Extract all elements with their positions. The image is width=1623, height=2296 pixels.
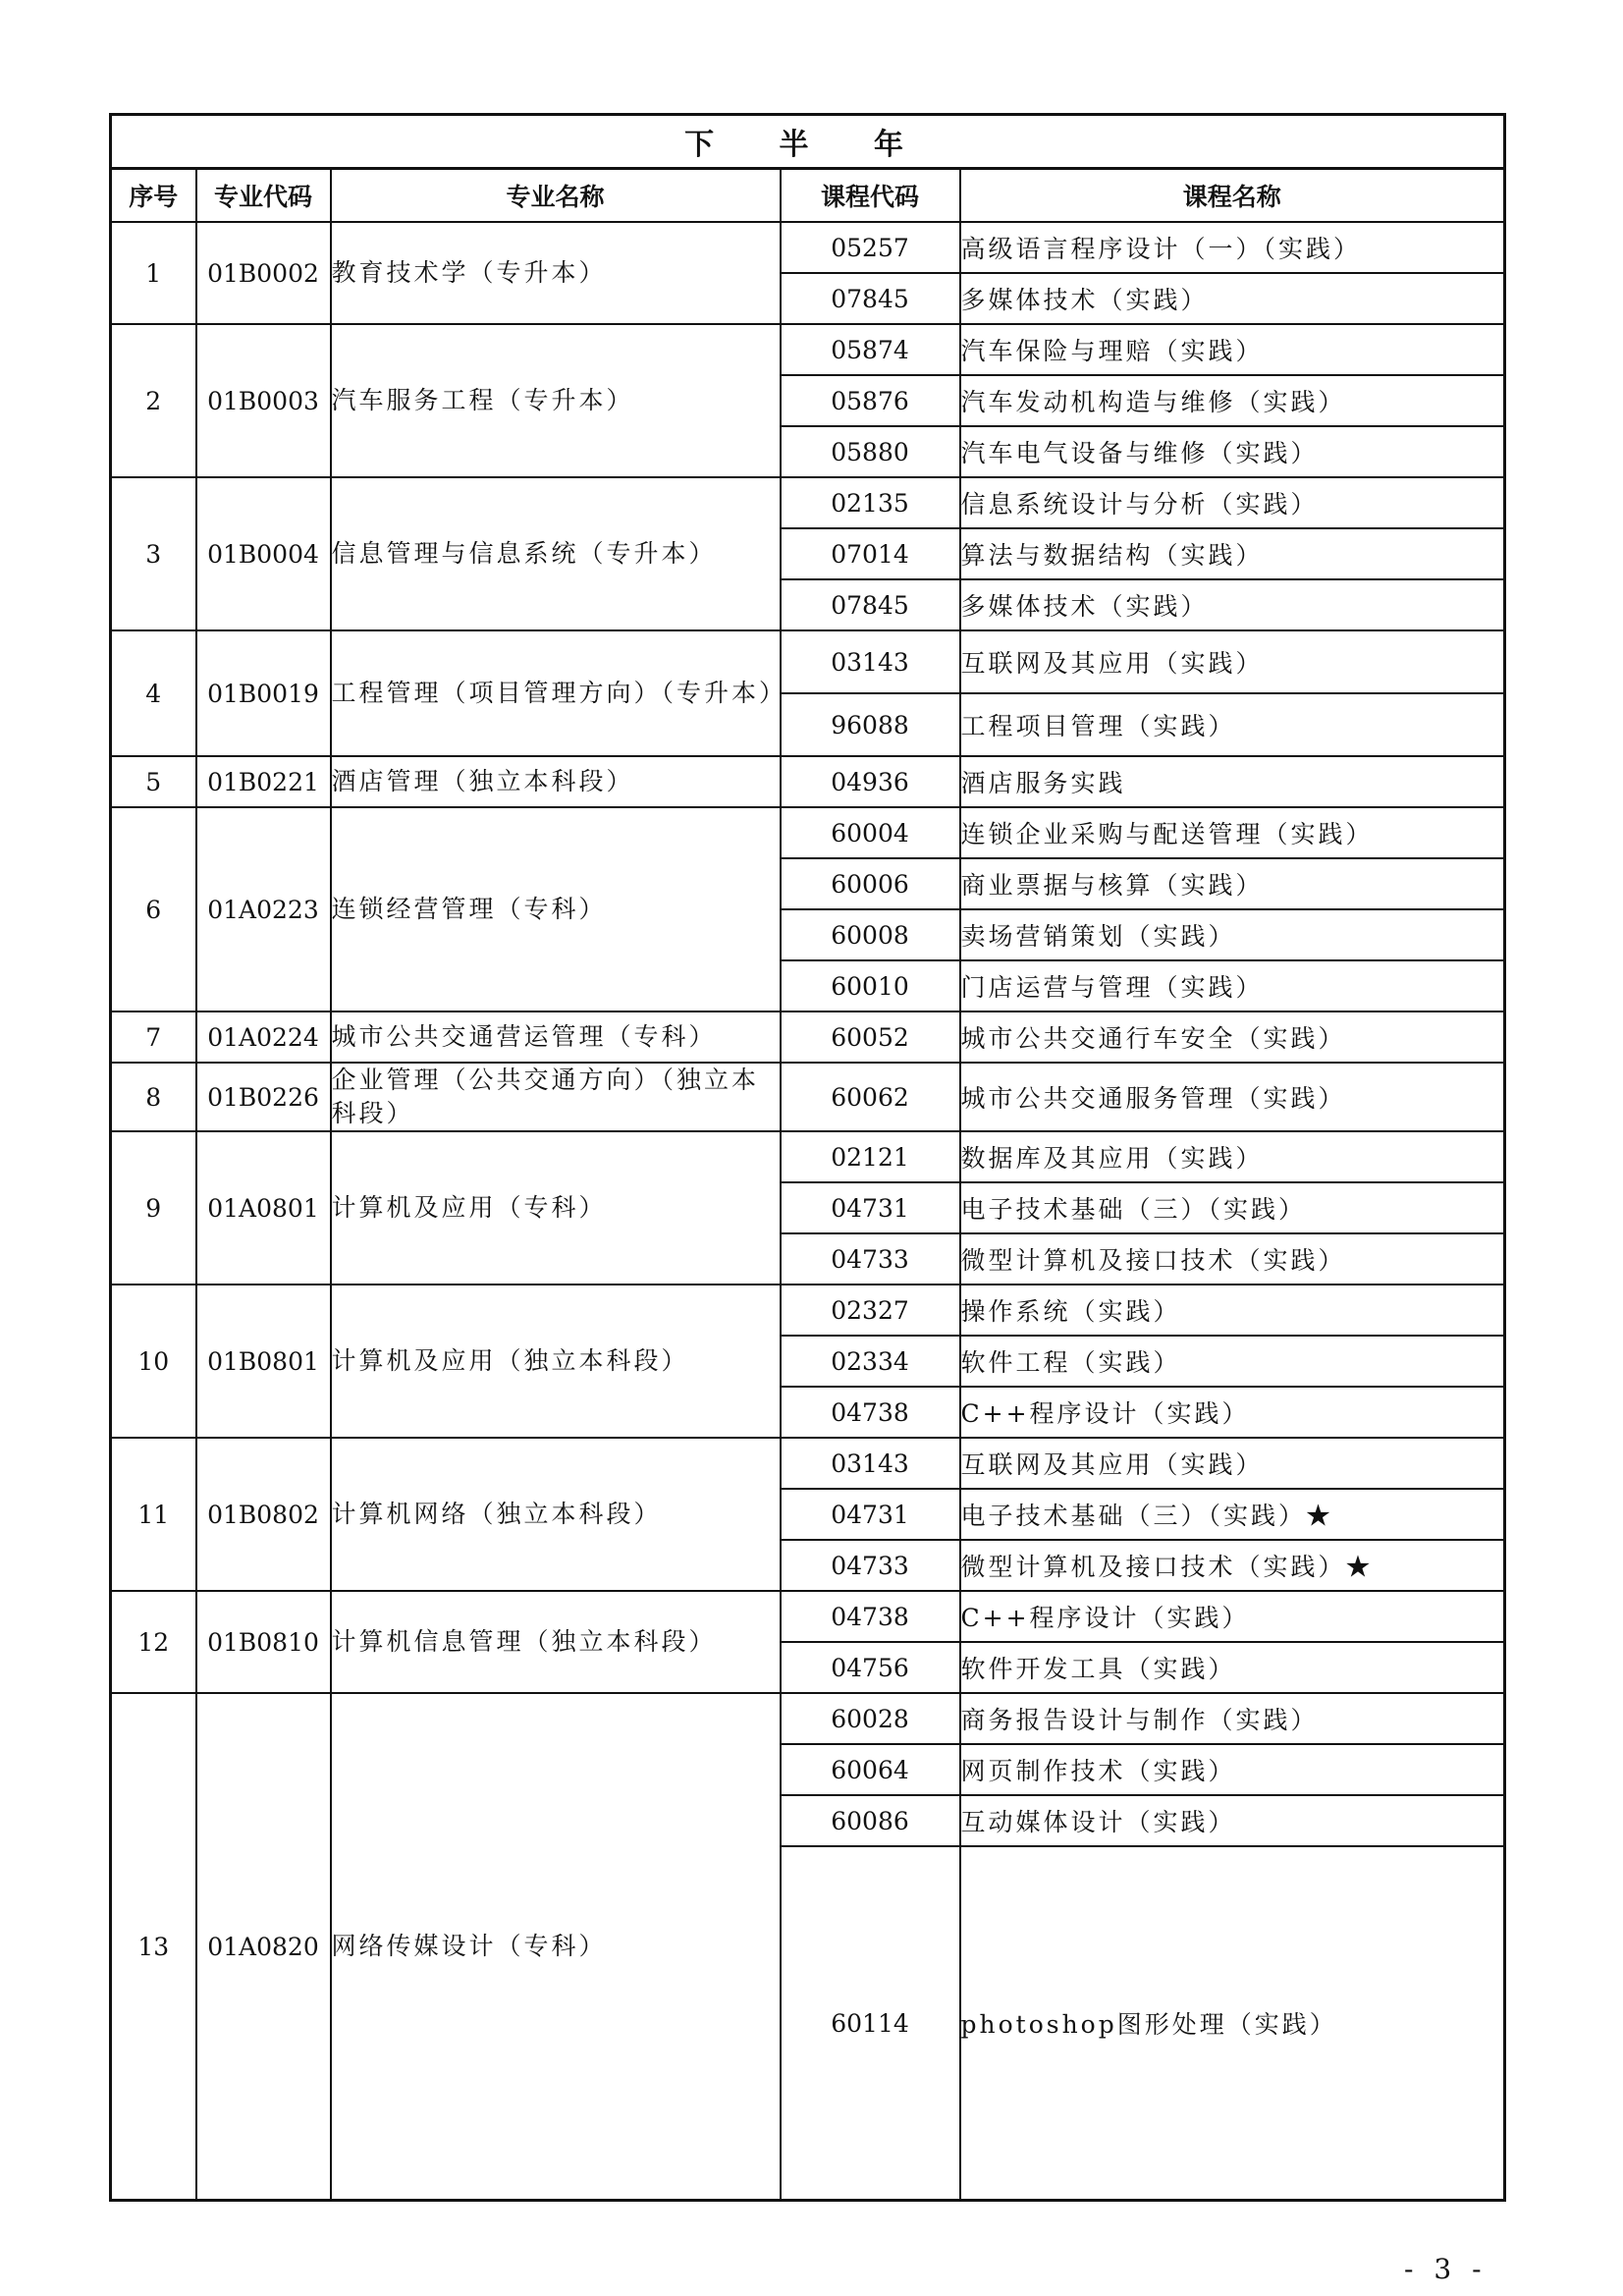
course-code: 02135 — [781, 477, 960, 528]
course-name: 工程项目管理（实践） — [960, 693, 1505, 756]
course-code: 04738 — [781, 1387, 960, 1438]
major-name: 企业管理（公共交通方向）（独立本科段） — [331, 1063, 781, 1131]
row-index: 1 — [111, 222, 196, 324]
major-name: 计算机及应用（独立本科段） — [331, 1285, 781, 1438]
row-index: 11 — [111, 1438, 196, 1591]
major-name: 计算机及应用（专科） — [331, 1131, 781, 1285]
course-name: 多媒体技术（实践） — [960, 273, 1505, 324]
course-code: 05257 — [781, 222, 960, 273]
course-name: C++程序设计（实践） — [960, 1591, 1505, 1642]
table-row — [111, 807, 1505, 858]
major-name: 网络传媒设计（专科） — [331, 1693, 781, 2201]
course-code: 60062 — [781, 1063, 960, 1131]
major-code: 01A0224 — [196, 1011, 331, 1063]
major-code: 01B0004 — [196, 477, 331, 630]
course-name: 互联网及其应用（实践） — [960, 630, 1505, 693]
course-name: photoshop图形处理（实践） — [960, 1846, 1505, 2201]
row-index: 12 — [111, 1591, 196, 1693]
table-row — [111, 1131, 1505, 1182]
table-row — [111, 324, 1505, 375]
major-code: 01B0801 — [196, 1285, 331, 1438]
course-code: 04738 — [781, 1591, 960, 1642]
row-index: 9 — [111, 1131, 196, 1285]
major-code: 01A0820 — [196, 1693, 331, 2201]
course-code: 96088 — [781, 693, 960, 756]
table-row — [111, 1285, 1505, 1336]
major-code: 01B0226 — [196, 1063, 331, 1131]
course-name: 酒店服务实践 — [960, 756, 1505, 807]
course-name: 电子技术基础（三）（实践）★ — [960, 1489, 1505, 1540]
course-code: 04731 — [781, 1182, 960, 1233]
course-name: 门店运营与管理（实践） — [960, 960, 1505, 1011]
course-table — [109, 113, 1506, 2202]
major-code: 01B0221 — [196, 756, 331, 807]
major-code: 01B0002 — [196, 222, 331, 324]
major-code: 01B0802 — [196, 1438, 331, 1591]
major-code: 01A0801 — [196, 1131, 331, 1285]
major-name: 汽车服务工程（专升本） — [331, 324, 781, 477]
course-code: 05876 — [781, 375, 960, 426]
course-name: 连锁企业采购与配送管理（实践） — [960, 807, 1505, 858]
course-name: 商业票据与核算（实践） — [960, 858, 1505, 909]
header-major-name: 专业名称 — [331, 169, 781, 223]
course-code: 04756 — [781, 1642, 960, 1693]
major-name: 计算机网络（独立本科段） — [331, 1438, 781, 1591]
course-code: 60064 — [781, 1744, 960, 1795]
course-name: 数据库及其应用（实践） — [960, 1131, 1505, 1182]
major-code: 01A0223 — [196, 807, 331, 1011]
course-code: 60052 — [781, 1011, 960, 1063]
course-name: 互联网及其应用（实践） — [960, 1438, 1505, 1489]
course-name: 信息系统设计与分析（实践） — [960, 477, 1505, 528]
course-code: 04733 — [781, 1233, 960, 1285]
course-name: 算法与数据结构（实践） — [960, 528, 1505, 579]
table-row — [111, 630, 1505, 693]
course-code: 60006 — [781, 858, 960, 909]
header-course-name: 课程名称 — [960, 169, 1505, 223]
course-code: 07845 — [781, 579, 960, 630]
course-name: 汽车电气设备与维修（实践） — [960, 426, 1505, 477]
table-body — [111, 222, 1505, 2201]
table-row — [111, 1063, 1505, 1131]
table-row — [111, 1438, 1505, 1489]
table-row — [111, 222, 1505, 273]
course-code: 60086 — [781, 1795, 960, 1846]
table-row — [111, 1693, 1505, 1744]
table-row — [111, 756, 1505, 807]
row-index: 7 — [111, 1011, 196, 1063]
row-index: 6 — [111, 807, 196, 1011]
course-code: 04733 — [781, 1540, 960, 1591]
course-name: 汽车发动机构造与维修（实践） — [960, 375, 1505, 426]
course-name: 高级语言程序设计（一）（实践） — [960, 222, 1505, 273]
table-row — [111, 477, 1505, 528]
course-code: 07014 — [781, 528, 960, 579]
major-name: 教育技术学（专升本） — [331, 222, 781, 324]
course-name: 汽车保险与理赔（实践） — [960, 324, 1505, 375]
row-index: 10 — [111, 1285, 196, 1438]
course-code: 60010 — [781, 960, 960, 1011]
course-code: 03143 — [781, 630, 960, 693]
course-name: 商务报告设计与制作（实践） — [960, 1693, 1505, 1744]
course-code: 07845 — [781, 273, 960, 324]
row-index: 4 — [111, 630, 196, 756]
header-major-code: 专业代码 — [196, 169, 331, 223]
table-row — [111, 1011, 1505, 1063]
course-code: 03143 — [781, 1438, 960, 1489]
major-name: 计算机信息管理（独立本科段） — [331, 1591, 781, 1693]
course-code: 05880 — [781, 426, 960, 477]
course-code: 60004 — [781, 807, 960, 858]
course-code: 60008 — [781, 909, 960, 960]
course-name: 城市公共交通行车安全（实践） — [960, 1011, 1505, 1063]
course-code: 02327 — [781, 1285, 960, 1336]
table-title: 下 半 年 — [111, 115, 1505, 169]
row-index: 3 — [111, 477, 196, 630]
major-code: 01B0019 — [196, 630, 331, 756]
course-name: 微型计算机及接口技术（实践） — [960, 1233, 1505, 1285]
table-row — [111, 1591, 1505, 1642]
course-code: 05874 — [781, 324, 960, 375]
course-name: 软件工程（实践） — [960, 1336, 1505, 1387]
row-index: 2 — [111, 324, 196, 477]
course-name: 网页制作技术（实践） — [960, 1744, 1505, 1795]
major-name: 城市公共交通营运管理（专科） — [331, 1011, 781, 1063]
major-name: 酒店管理（独立本科段） — [331, 756, 781, 807]
course-name: 互动媒体设计（实践） — [960, 1795, 1505, 1846]
header-course-code: 课程代码 — [781, 169, 960, 223]
row-index: 8 — [111, 1063, 196, 1131]
course-code: 60028 — [781, 1693, 960, 1744]
course-name: 微型计算机及接口技术（实践）★ — [960, 1540, 1505, 1591]
course-code: 04936 — [781, 756, 960, 807]
header-index: 序号 — [111, 169, 196, 223]
course-name: 电子技术基础（三）（实践） — [960, 1182, 1505, 1233]
course-name: 多媒体技术（实践） — [960, 579, 1505, 630]
major-name: 连锁经营管理（专科） — [331, 807, 781, 1011]
major-name: 工程管理（项目管理方向）（专升本） — [331, 630, 781, 756]
course-code: 02121 — [781, 1131, 960, 1182]
course-name: 城市公共交通服务管理（实践） — [960, 1063, 1505, 1131]
major-code: 01B0003 — [196, 324, 331, 477]
course-code: 60114 — [781, 1846, 960, 2201]
major-code: 01B0810 — [196, 1591, 331, 1693]
course-name: 软件开发工具（实践） — [960, 1642, 1505, 1693]
course-name: C++程序设计（实践） — [960, 1387, 1505, 1438]
major-name: 信息管理与信息系统（专升本） — [331, 477, 781, 630]
course-name: 操作系统（实践） — [960, 1285, 1505, 1336]
course-code: 02334 — [781, 1336, 960, 1387]
course-code: 04731 — [781, 1489, 960, 1540]
page-number: - 3 - — [1404, 2253, 1488, 2285]
row-index: 13 — [111, 1693, 196, 2201]
row-index: 5 — [111, 756, 196, 807]
course-name: 卖场营销策划（实践） — [960, 909, 1505, 960]
